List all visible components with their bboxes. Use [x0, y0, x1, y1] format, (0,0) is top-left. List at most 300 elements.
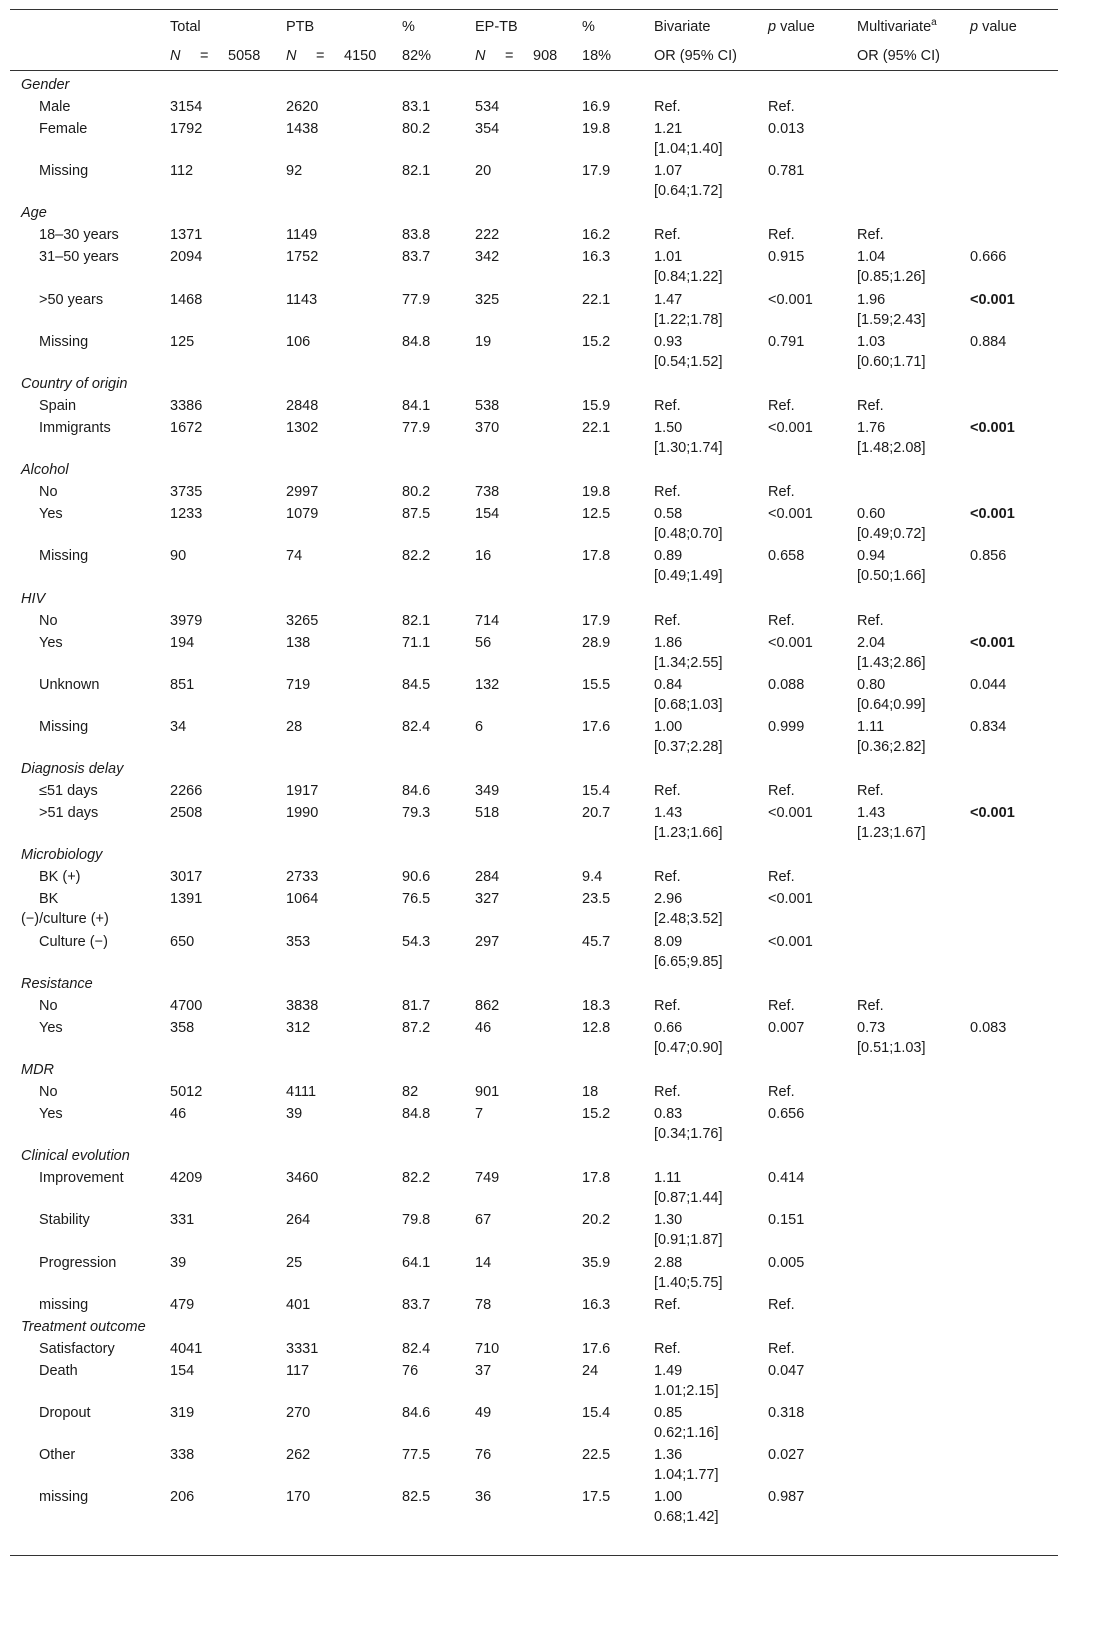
cell-ptb-pct: 76.5 [402, 891, 431, 908]
row-label: No [39, 997, 58, 1014]
cell-eptb-pct: 45.7 [582, 933, 611, 950]
cell-total: 851 [170, 676, 195, 693]
cell-bivariate-p: Ref. [768, 227, 795, 244]
cell-bivariate-ci: [1.23;1.66] [654, 825, 723, 842]
cell-total: 194 [170, 634, 195, 651]
cell-eptb: 714 [475, 612, 500, 629]
cell-bivariate-or: 1.49 [654, 1362, 683, 1379]
cell-eptb-pct: 19.8 [582, 484, 611, 501]
header-bivariate-p: p value [768, 19, 815, 35]
cell-eptb: 749 [475, 1170, 500, 1187]
cell-bivariate-ci: [0.34;1.76] [654, 1126, 723, 1142]
cell-bivariate-or: 1.43 [654, 805, 683, 822]
cell-bivariate-p: Ref. [768, 612, 795, 629]
cell-eptb-pct: 15.4 [582, 1405, 611, 1421]
cell-multivariate-or: Ref. [857, 227, 884, 244]
cell-bivariate-p: Ref. [768, 99, 795, 115]
cell-ptb: 1302 [286, 420, 319, 436]
cell-eptb-pct: 16.2 [582, 227, 611, 244]
cell-bivariate-ci: [0.37;2.28] [654, 739, 723, 755]
cell-ptb-pct: 79.3 [402, 805, 431, 822]
cell-eptb-pct: 17.9 [582, 612, 611, 629]
cell-ptb: 353 [286, 933, 311, 950]
cell-bivariate-p: <0.001 [768, 891, 813, 908]
row-label: Female [39, 121, 88, 137]
cell-bivariate-p: 0.414 [768, 1170, 805, 1187]
cell-bivariate-or: 2.88 [654, 1254, 683, 1271]
cell-total: 358 [170, 1019, 195, 1036]
header-pct-eptb: % [582, 19, 595, 35]
row-label: Immigrants [39, 420, 111, 436]
cell-eptb-pct: 17.9 [582, 163, 611, 180]
cell-multivariate-or: 0.73 [857, 1019, 886, 1036]
header-multivariate-p: p value [970, 19, 1017, 35]
cell-ptb-pct: 76 [402, 1362, 419, 1379]
cell-bivariate-ci: [0.64;1.72] [654, 183, 723, 200]
cell-eptb-pct: 12.8 [582, 1019, 611, 1036]
cell-total: 479 [170, 1296, 195, 1313]
cell-eptb: 297 [475, 933, 500, 950]
cell-bivariate-p: 0.915 [768, 249, 805, 266]
cell-total: 1468 [170, 291, 203, 308]
cell-total: 1391 [170, 891, 203, 908]
row-label: missing [39, 1489, 89, 1506]
cell-multivariate-p: <0.001 [970, 634, 1015, 651]
cell-eptb: 37 [475, 1362, 492, 1379]
cell-eptb-pct: 15.2 [582, 1106, 611, 1122]
row-label: Death [39, 1362, 78, 1379]
cell-total: 3386 [170, 398, 203, 414]
cell-ptb: 117 [286, 1362, 310, 1379]
cell-bivariate-p: 0.047 [768, 1362, 805, 1379]
cell-eptb: 154 [475, 506, 500, 523]
cell-ptb: 3265 [286, 612, 319, 629]
cell-bivariate-p: Ref. [768, 997, 795, 1014]
cell-bivariate-or: 1.30 [654, 1212, 683, 1229]
header-rule [10, 70, 1058, 71]
cell-eptb: 6 [475, 719, 484, 735]
cell-eptb-pct: 16.3 [582, 249, 611, 266]
cell-eptb: 325 [475, 291, 500, 308]
cell-bivariate-or: 2.96 [654, 891, 683, 908]
cell-ptb: 401 [286, 1296, 311, 1313]
cell-multivariate-p: 0.834 [970, 719, 1007, 735]
cell-multivariate-p: <0.001 [970, 291, 1015, 308]
cell-eptb: 534 [475, 99, 500, 115]
cell-eptb-pct: 16.3 [582, 1296, 611, 1313]
cell-total: 5012 [170, 1084, 203, 1100]
cell-bivariate-p: <0.001 [768, 506, 813, 523]
cell-eptb: 518 [475, 805, 500, 822]
header-multivariate: Multivariate$^a$ [857, 17, 937, 35]
cell-bivariate-ci: [0.54;1.52] [654, 353, 723, 370]
cell-ptb-pct: 83.7 [402, 249, 431, 266]
cell-eptb-pct: 18 [582, 1084, 599, 1100]
cell-bivariate-or: Ref. [654, 1340, 681, 1357]
row-label: missing [39, 1296, 89, 1313]
cell-eptb-pct: 22.5 [582, 1447, 611, 1464]
row-label: No [39, 484, 58, 501]
cell-total: 319 [170, 1405, 195, 1421]
section-label: Clinical evolution [21, 1148, 130, 1165]
cell-bivariate-ci: 0.68;1.42] [654, 1509, 719, 1526]
row-label: Satisfactory [39, 1340, 115, 1357]
row-label: Missing [39, 163, 89, 180]
row-label: Improvement [39, 1170, 124, 1187]
cell-ptb: 138 [286, 634, 311, 651]
row-label: Spain [39, 398, 77, 414]
cell-ptb: 170 [286, 1489, 311, 1506]
cell-eptb-pct: 24 [582, 1362, 599, 1379]
cell-bivariate-p: 0.007 [768, 1019, 805, 1036]
cell-ptb-pct: 84.8 [402, 1106, 431, 1122]
cell-total: 2094 [170, 249, 203, 266]
cell-eptb-pct: 9.4 [582, 869, 603, 886]
cell-multivariate-p: <0.001 [970, 805, 1015, 822]
cell-bivariate-p: 0.781 [768, 163, 805, 180]
cell-eptb-pct: 15.5 [582, 676, 611, 693]
cell-multivariate-p: 0.666 [970, 249, 1007, 266]
cell-multivariate-or: Ref. [857, 398, 884, 414]
cell-eptb: 76 [475, 1447, 492, 1464]
cell-eptb: 7 [475, 1106, 484, 1122]
header-pct-eptb-value: 18% [582, 48, 612, 64]
cell-eptb-pct: 17.5 [582, 1489, 611, 1506]
bottom-rule [10, 1555, 1058, 1556]
cell-bivariate-p: 0.987 [768, 1489, 805, 1506]
header-bivariate-or: OR (95% CI) [654, 48, 737, 64]
cell-multivariate-ci: [1.23;1.67] [857, 825, 926, 842]
cell-eptb-pct: 35.9 [582, 1254, 611, 1271]
cell-ptb: 1079 [286, 506, 319, 523]
cell-bivariate-ci: [1.34;2.55] [654, 654, 723, 671]
cell-bivariate-or: 1.00 [654, 1489, 683, 1506]
row-label: Dropout [39, 1405, 91, 1421]
cell-ptb-pct: 84.6 [402, 1405, 431, 1421]
row-label: Culture (−) [39, 933, 108, 950]
cell-eptb: 36 [475, 1489, 492, 1506]
cell-bivariate-ci: 1.01;2.15] [654, 1382, 719, 1399]
cell-bivariate-ci: [0.91;1.87] [654, 1232, 723, 1249]
cell-ptb: 270 [286, 1405, 311, 1421]
cell-ptb: 2848 [286, 398, 319, 414]
cell-multivariate-p: 0.044 [970, 676, 1007, 693]
section-label: Treatment outcome [21, 1318, 146, 1335]
cell-bivariate-p: Ref. [768, 1084, 795, 1100]
row-label: Yes [39, 634, 63, 651]
cell-bivariate-p: <0.001 [768, 933, 813, 950]
cell-ptb-pct: 82.4 [402, 1340, 431, 1357]
section-label: Diagnosis delay [21, 761, 124, 778]
row-label: BK (+) [39, 869, 81, 886]
cell-total: 3735 [170, 484, 203, 501]
cell-total: 90 [170, 548, 187, 565]
cell-ptb: 3331 [286, 1340, 319, 1357]
cell-bivariate-p: Ref. [768, 1296, 795, 1313]
cell-total: 331 [170, 1212, 195, 1229]
row-label: ≤51 days [39, 783, 98, 800]
cell-bivariate-or: Ref. [654, 869, 681, 886]
cell-eptb: 20 [475, 163, 492, 180]
cell-bivariate-or: Ref. [654, 1296, 681, 1313]
cell-bivariate-or: Ref. [654, 99, 681, 115]
cell-total: 2508 [170, 805, 203, 822]
cell-total: 1792 [170, 121, 203, 137]
cell-bivariate-p: 0.151 [768, 1212, 805, 1229]
row-label: 31–50 years [39, 249, 119, 266]
cell-total: 3979 [170, 612, 203, 629]
cell-total: 1371 [170, 227, 203, 244]
cell-bivariate-or: Ref. [654, 398, 681, 414]
cell-eptb: 56 [475, 634, 492, 651]
cell-ptb: 312 [286, 1019, 311, 1036]
cell-ptb-pct: 77.9 [402, 420, 431, 436]
cell-eptb-pct: 16.9 [582, 99, 611, 115]
cell-ptb: 4111 [286, 1084, 317, 1100]
cell-total: 112 [170, 163, 194, 180]
cell-bivariate-p: 0.027 [768, 1447, 805, 1464]
header-total: Total [170, 19, 201, 35]
cell-eptb-pct: 17.8 [582, 1170, 611, 1187]
cell-bivariate-p: 0.656 [768, 1106, 805, 1122]
cell-eptb: 14 [475, 1254, 492, 1271]
cell-multivariate-ci: [0.85;1.26] [857, 269, 926, 286]
cell-ptb-pct: 84.5 [402, 676, 431, 693]
section-label: Microbiology [21, 847, 103, 864]
cell-ptb: 3838 [286, 997, 319, 1014]
cell-multivariate-ci: [1.43;2.86] [857, 654, 926, 671]
cell-bivariate-or: 0.89 [654, 548, 683, 565]
cell-bivariate-p: 0.658 [768, 548, 805, 565]
cell-bivariate-p: Ref. [768, 783, 795, 800]
cell-ptb: 1438 [286, 121, 319, 137]
section-label: Country of origin [21, 376, 128, 392]
cell-eptb: 370 [475, 420, 500, 436]
row-label: Yes [39, 1106, 63, 1122]
cell-ptb: 719 [286, 676, 311, 693]
cell-eptb: 349 [475, 783, 500, 800]
cell-eptb: 46 [475, 1019, 492, 1036]
cell-eptb-pct: 18.3 [582, 997, 611, 1014]
section-label: Resistance [21, 975, 93, 992]
cell-multivariate-ci: [0.50;1.66] [857, 568, 926, 585]
header-eptb: EP-TB [475, 19, 518, 35]
cell-multivariate-ci: [0.64;0.99] [857, 696, 926, 713]
cell-ptb-pct: 77.9 [402, 291, 431, 308]
cell-ptb: 1064 [286, 891, 319, 908]
cell-ptb: 39 [286, 1106, 303, 1122]
row-label: 18–30 years [39, 227, 119, 244]
cell-ptb: 106 [286, 333, 311, 350]
cell-total: 34 [170, 719, 187, 735]
cell-eptb: 16 [475, 548, 492, 565]
cell-multivariate-p: 0.083 [970, 1019, 1007, 1036]
row-label: Male [39, 99, 71, 115]
cell-multivariate-ci: [0.60;1.71] [857, 353, 926, 370]
cell-eptb-pct: 22.1 [582, 291, 611, 308]
row-label: Yes [39, 1019, 63, 1036]
cell-eptb: 49 [475, 1405, 492, 1421]
cell-ptb-pct: 82.1 [402, 612, 431, 629]
cell-eptb: 342 [475, 249, 500, 266]
row-label: No [39, 612, 58, 629]
cell-total: 206 [170, 1489, 195, 1506]
cell-eptb: 67 [475, 1212, 492, 1229]
cell-bivariate-or: 1.11 [654, 1170, 682, 1187]
row-label: No [39, 1084, 58, 1100]
cell-bivariate-or: 1.47 [654, 291, 683, 308]
cell-eptb-pct: 12.5 [582, 506, 611, 523]
cell-bivariate-p: 0.999 [768, 719, 805, 735]
cell-bivariate-ci: [6.65;9.85] [654, 953, 723, 970]
row-label: Missing [39, 548, 89, 565]
cell-ptb-pct: 82.2 [402, 1170, 431, 1187]
cell-bivariate-ci: [0.48;0.70] [654, 526, 723, 543]
cell-multivariate-ci: [0.51;1.03] [857, 1039, 926, 1056]
cell-bivariate-p: <0.001 [768, 805, 813, 822]
cell-bivariate-p: <0.001 [768, 634, 813, 651]
cell-ptb: 28 [286, 719, 303, 735]
row-label-continued: (−)/culture (+) [21, 911, 109, 928]
section-label: MDR [21, 1062, 55, 1078]
cell-ptb: 74 [286, 548, 303, 565]
cell-multivariate-or: Ref. [857, 997, 884, 1014]
cell-multivariate-ci: [1.59;2.43] [857, 311, 926, 328]
cell-eptb: 19 [475, 333, 492, 350]
row-label: Stability [39, 1212, 90, 1229]
cell-ptb-pct: 82.1 [402, 163, 431, 180]
cell-total: 4209 [170, 1170, 203, 1187]
cell-eptb: 78 [475, 1296, 492, 1313]
cell-bivariate-ci: 1.04;1.77] [654, 1467, 719, 1484]
cell-total: 1672 [170, 420, 203, 436]
cell-total: 3017 [170, 869, 203, 886]
cell-bivariate-ci: [0.68;1.03] [654, 696, 723, 713]
cell-multivariate-or: 1.43 [857, 805, 886, 822]
cell-bivariate-p: 0.318 [768, 1405, 805, 1421]
cell-ptb-pct: 83.7 [402, 1296, 431, 1313]
row-label: >50 years [39, 291, 104, 308]
cell-bivariate-ci: [0.49;1.49] [654, 568, 723, 585]
cell-multivariate-or: 1.04 [857, 249, 886, 266]
cell-total: 338 [170, 1447, 195, 1464]
cell-eptb-pct: 28.9 [582, 634, 611, 651]
cell-ptb: 1143 [286, 291, 318, 308]
cell-multivariate-ci: [0.36;2.82] [857, 739, 926, 755]
cell-bivariate-p: Ref. [768, 1340, 795, 1357]
cell-bivariate-ci: [1.04;1.40] [654, 141, 723, 157]
cell-bivariate-or: Ref. [654, 997, 681, 1014]
cell-multivariate-or: 0.94 [857, 548, 886, 565]
cell-bivariate-p: <0.001 [768, 420, 813, 436]
cell-ptb-pct: 84.6 [402, 783, 431, 800]
cell-bivariate-or: 0.58 [654, 506, 683, 523]
cell-bivariate-or: 1.36 [654, 1447, 683, 1464]
cell-eptb-pct: 17.6 [582, 1340, 611, 1357]
cell-ptb-pct: 77.5 [402, 1447, 431, 1464]
cell-ptb-pct: 82.4 [402, 719, 431, 735]
row-label: BK [39, 891, 59, 908]
cell-ptb: 92 [286, 163, 303, 180]
cell-bivariate-or: 0.93 [654, 333, 683, 350]
cell-bivariate-or: 1.50 [654, 420, 683, 436]
cell-eptb: 862 [475, 997, 500, 1014]
cell-multivariate-or: 1.76 [857, 420, 886, 436]
cell-bivariate-or: Ref. [654, 227, 681, 244]
cell-eptb: 354 [475, 121, 500, 137]
cell-ptb: 25 [286, 1254, 303, 1271]
cell-ptb-pct: 64.1 [402, 1254, 431, 1271]
cell-multivariate-or: 1.96 [857, 291, 886, 308]
section-label: HIV [21, 590, 46, 607]
section-label: Gender [21, 77, 70, 93]
cell-total: 1233 [170, 506, 203, 523]
cell-ptb: 2997 [286, 484, 319, 501]
cell-total: 3154 [170, 99, 203, 115]
cell-bivariate-p: 0.013 [768, 121, 805, 137]
cell-multivariate-p: <0.001 [970, 420, 1015, 436]
cell-ptb: 2733 [286, 869, 319, 886]
cell-eptb-pct: 15.4 [582, 783, 611, 800]
cell-ptb-pct: 79.8 [402, 1212, 431, 1229]
cell-bivariate-or: Ref. [654, 783, 681, 800]
cell-eptb: 222 [475, 227, 500, 244]
row-label: Other [39, 1447, 76, 1464]
cell-ptb: 3460 [286, 1170, 319, 1187]
cell-ptb-pct: 84.1 [402, 398, 431, 414]
cell-bivariate-or: Ref. [654, 612, 681, 629]
cell-ptb: 1990 [286, 805, 319, 822]
cell-bivariate-or: 0.83 [654, 1106, 683, 1122]
cell-multivariate-ci: [0.49;0.72] [857, 526, 926, 543]
top-rule [10, 9, 1058, 10]
cell-multivariate-p: <0.001 [970, 506, 1015, 523]
row-label: >51 days [39, 805, 99, 822]
header-ptb: PTB [286, 19, 315, 35]
cell-multivariate-or: 0.60 [857, 506, 886, 523]
header-pct-ptb: % [402, 19, 415, 35]
cell-ptb: 1917 [286, 783, 319, 800]
cell-bivariate-or: 1.86 [654, 634, 683, 651]
cell-ptb-pct: 54.3 [402, 933, 431, 950]
cell-eptb: 710 [475, 1340, 500, 1357]
cell-ptb-pct: 71.1 [402, 634, 431, 651]
section-label: Age [21, 205, 47, 222]
cell-bivariate-ci: [0.87;1.44] [654, 1190, 723, 1207]
cell-bivariate-or: 1.01 [654, 249, 683, 266]
cell-eptb-pct: 19.8 [582, 121, 611, 137]
cell-eptb: 327 [475, 891, 500, 908]
row-label: Progression [39, 1254, 117, 1271]
cell-ptb-pct: 87.5 [402, 506, 431, 523]
cell-bivariate-or: 0.66 [654, 1019, 683, 1036]
row-label: Yes [39, 506, 63, 523]
row-label: Unknown [39, 676, 100, 693]
cell-bivariate-ci: [1.22;1.78] [654, 311, 723, 328]
cell-ptb: 1752 [286, 249, 319, 266]
cell-bivariate-or: 1.21 [654, 121, 683, 137]
cell-bivariate-or: 8.09 [654, 933, 683, 950]
row-label: Missing [39, 719, 89, 735]
cell-ptb-pct: 87.2 [402, 1019, 431, 1036]
cell-ptb-pct: 80.2 [402, 484, 431, 501]
row-label: Missing [39, 333, 89, 350]
cell-bivariate-or: Ref. [654, 484, 681, 501]
cell-bivariate-or: 1.07 [654, 163, 683, 180]
cell-total: 125 [170, 333, 195, 350]
cell-eptb-pct: 15.9 [582, 398, 611, 414]
cell-ptb: 262 [286, 1447, 311, 1464]
